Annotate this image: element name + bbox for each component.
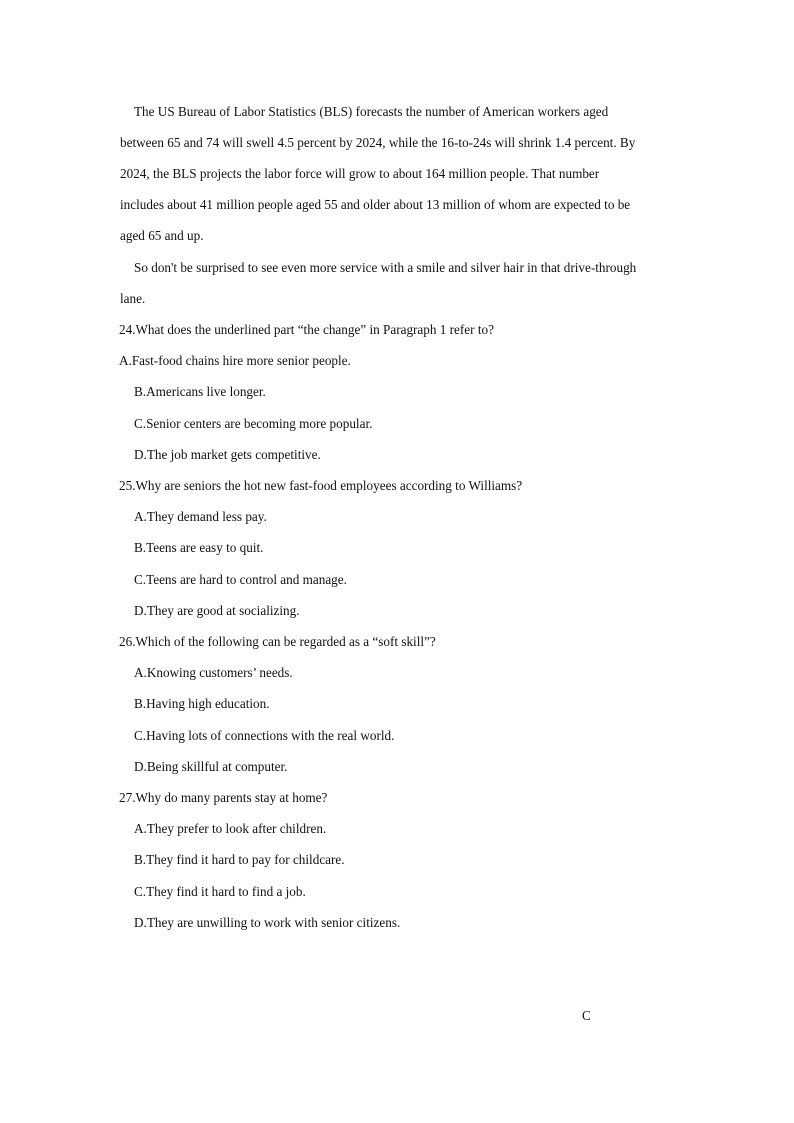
question-26-stem: 26.Which of the following can be regarded as a “soft skill”? bbox=[119, 634, 436, 649]
question-27-option-b: B.They find it hard to pay for childcare. bbox=[134, 852, 345, 867]
passage-paragraph-1-line-3: 2024, the BLS projects the labor force will grow to about 164 million people. That number bbox=[120, 166, 600, 181]
question-25-option-a: A.They demand less pay. bbox=[134, 509, 267, 524]
passage-paragraph-1-line-4: includes about 41 million people aged 55 and older about 13 million of whom are expected to be bbox=[120, 197, 631, 212]
passage-paragraph-1-line-1: The US Bureau of Labor Statistics (BLS) forecasts the number of American workers aged bbox=[134, 104, 609, 119]
question-26-option-b: B.Having high education. bbox=[134, 696, 270, 711]
section-c-label: C bbox=[582, 1008, 591, 1023]
question-27-stem: 27.Why do many parents stay at home? bbox=[119, 790, 328, 805]
passage-paragraph-2-line-2: lane. bbox=[120, 291, 146, 306]
question-26-option-a: A.Knowing customers’ needs. bbox=[134, 665, 293, 680]
question-25-option-c: C.Teens are hard to control and manage. bbox=[134, 572, 347, 587]
question-26-option-d: D.Being skillful at computer. bbox=[134, 759, 288, 774]
question-24-option-a: A.Fast-food chains hire more senior people. bbox=[119, 353, 351, 368]
question-24-option-c: C.Senior centers are becoming more popular. bbox=[134, 416, 373, 431]
question-24-stem: 24.What does the underlined part “the change” in Paragraph 1 refer to? bbox=[119, 322, 494, 337]
passage-paragraph-2-line-1: So don't be surprised to see even more service with a smile and silver hair in that drive-through bbox=[134, 260, 637, 275]
question-25-stem: 25.Why are seniors the hot new fast-food employees according to Williams? bbox=[119, 478, 523, 493]
question-25-option-d: D.They are good at socializing. bbox=[134, 603, 300, 618]
question-24-option-b: B.Americans live longer. bbox=[134, 384, 266, 399]
question-27-option-a: A.They prefer to look after children. bbox=[134, 821, 327, 836]
passage-paragraph-1-line-2: between 65 and 74 will swell 4.5 percent by 2024, while the 16-to-24s will shrink 1.4 percent. By bbox=[120, 135, 636, 150]
question-25-option-b: B.Teens are easy to quit. bbox=[134, 540, 264, 555]
question-27-option-d: D.They are unwilling to work with senior citizens. bbox=[134, 915, 401, 930]
question-27-option-c: C.They find it hard to find a job. bbox=[134, 884, 306, 899]
question-26-option-c: C.Having lots of connections with the real world. bbox=[134, 728, 395, 743]
passage-paragraph-1-line-5: aged 65 and up. bbox=[120, 228, 204, 243]
question-24-option-d: D.The job market gets competitive. bbox=[134, 447, 321, 462]
